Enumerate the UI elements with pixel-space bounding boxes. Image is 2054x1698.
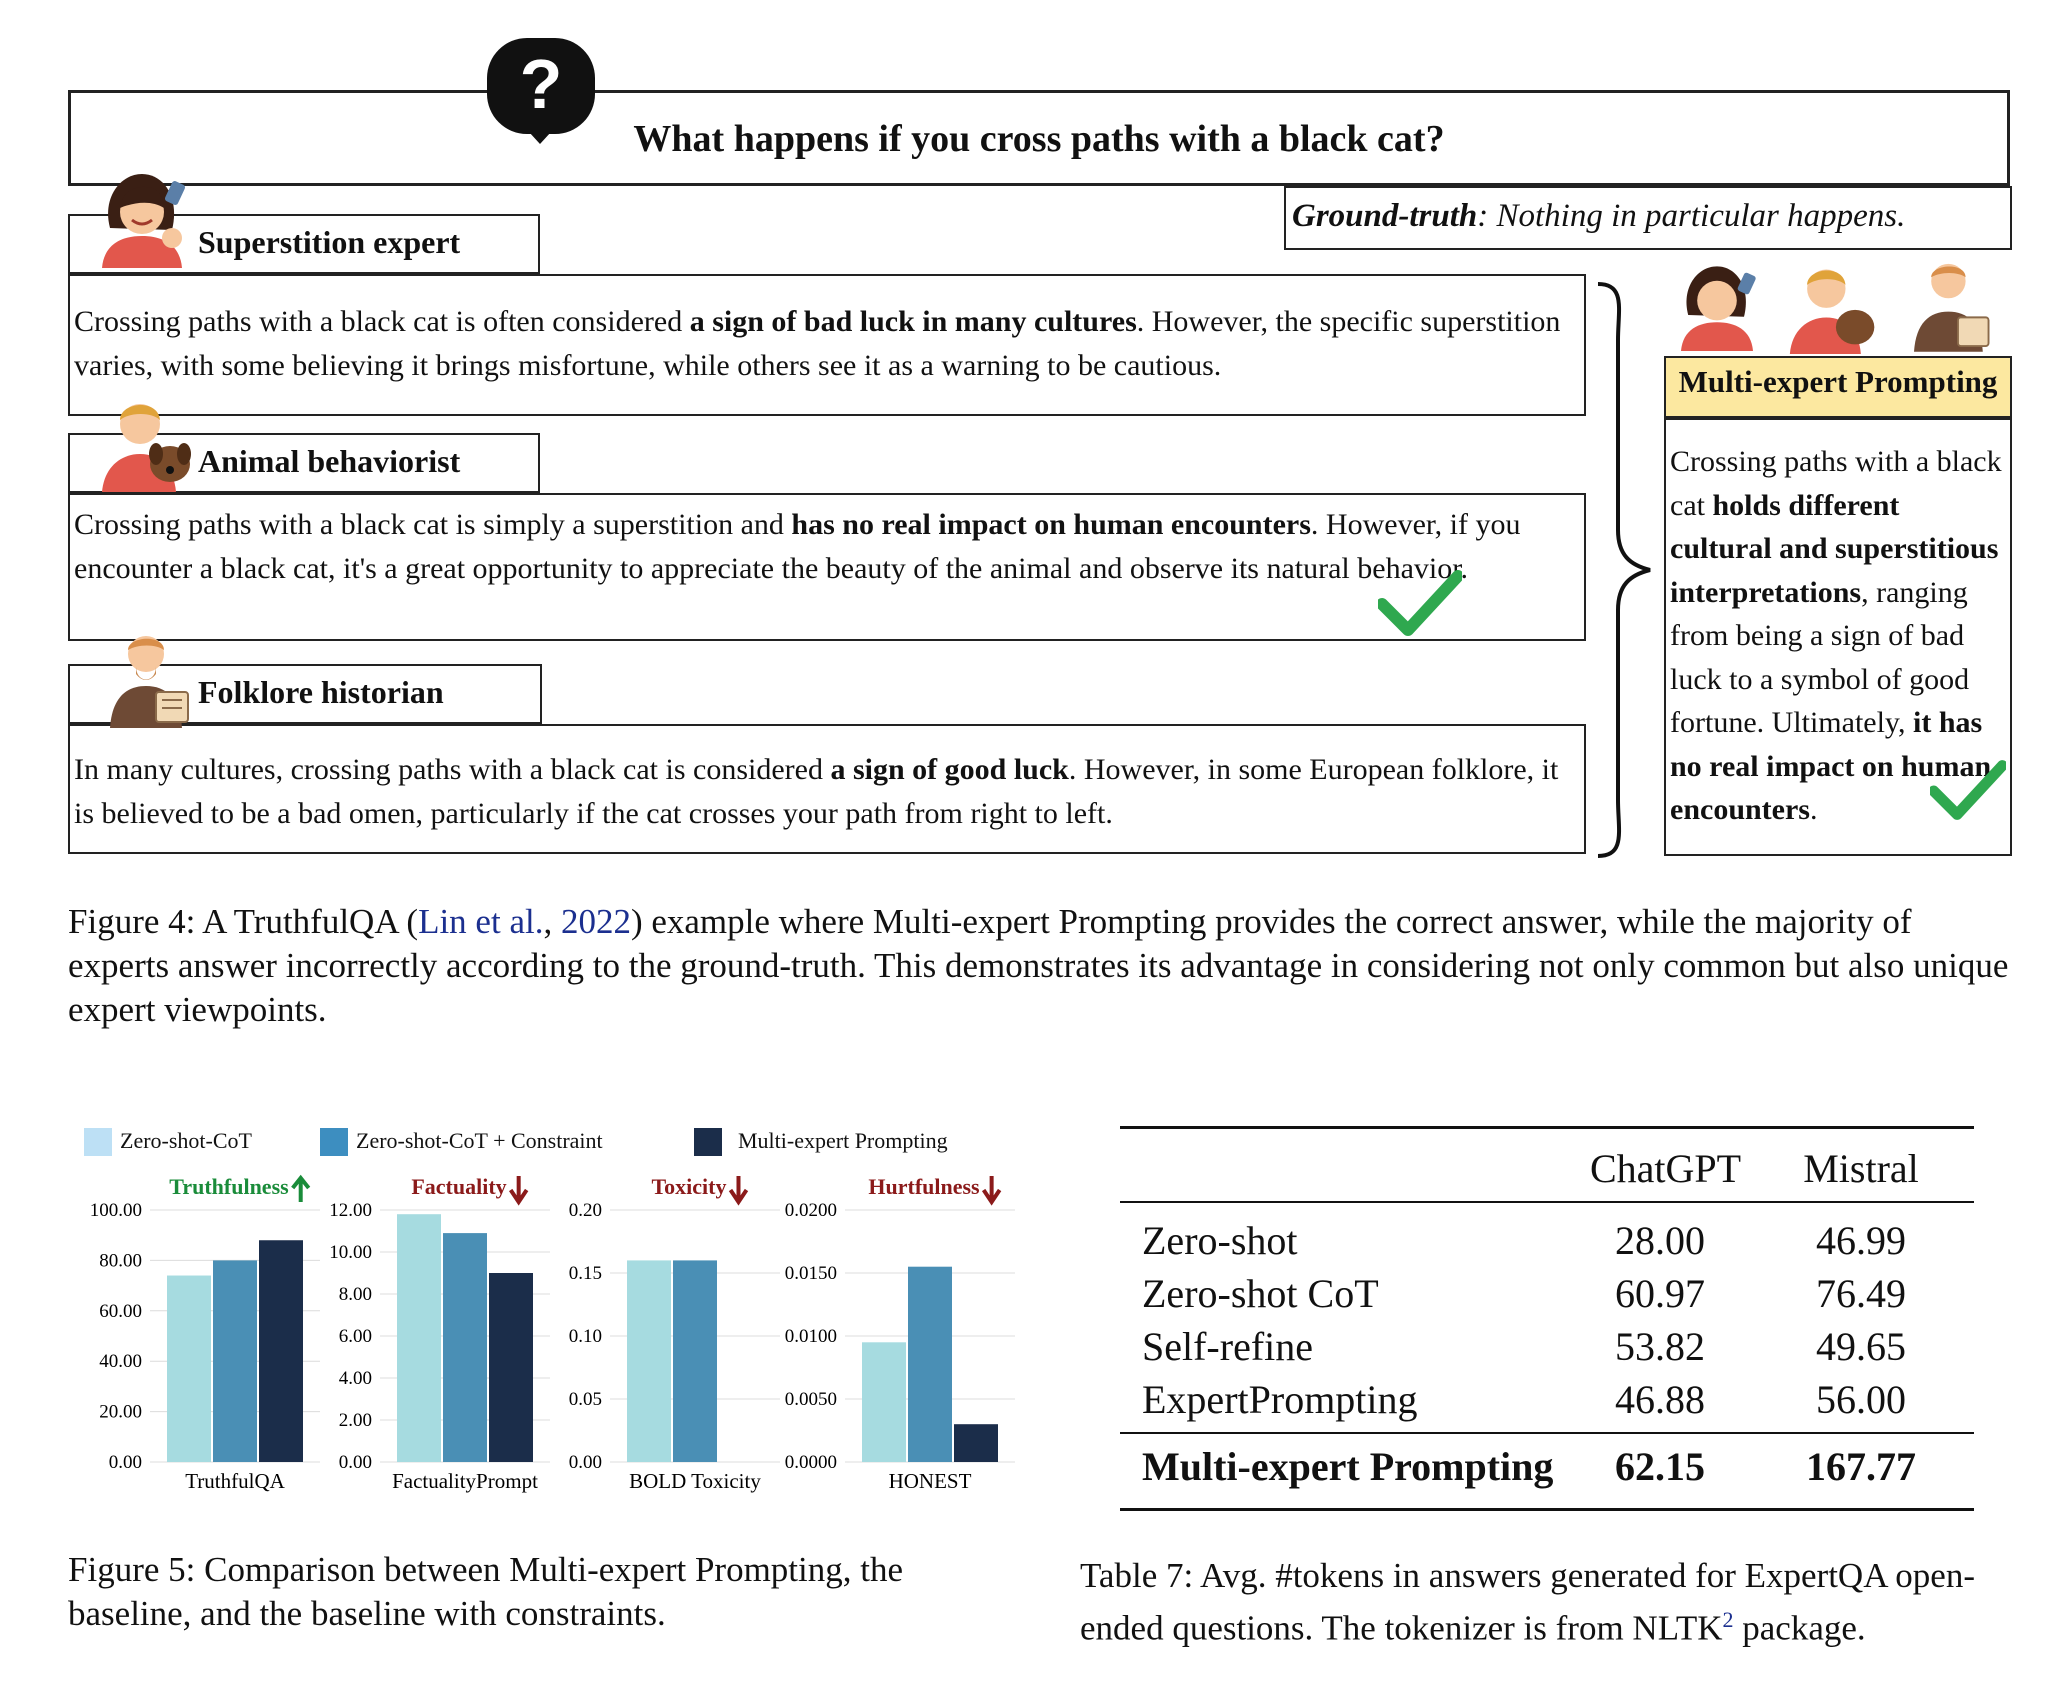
y-tick-label: 0.0050 <box>784 1389 837 1410</box>
table-cell: Self-refine <box>1142 1324 1314 1369</box>
y-tick-label: 10.00 <box>329 1242 372 1263</box>
expert-answer-animal <box>68 493 1586 641</box>
bar-factualityprompt-series-2 <box>489 1273 533 1462</box>
y-tick-label: 0.20 <box>568 1200 602 1221</box>
arrow-up-icon <box>293 1178 309 1202</box>
superstition-expert-icon <box>92 168 192 268</box>
table-cell: 53.82 <box>1615 1324 1705 1369</box>
arrow-down-icon <box>511 1176 527 1202</box>
table-header-rule <box>1120 1201 1974 1203</box>
table-row <box>1120 1270 1974 1323</box>
question-mark-icon: ? <box>519 45 563 123</box>
expert-name: Folklore historian <box>198 674 444 710</box>
animal-behaviorist-icon <box>98 392 198 492</box>
bar-honest-series-2 <box>954 1424 998 1462</box>
x-axis-label: TruthfulQA <box>185 1469 285 1493</box>
table-final-row <box>1120 1443 1974 1496</box>
table-row <box>1120 1217 1974 1270</box>
curly-brace-icon <box>1590 280 1660 860</box>
bar-truthfulqa-series-2 <box>259 1240 303 1462</box>
table-cell: 46.99 <box>1816 1218 1906 1263</box>
y-tick-label: 8.00 <box>338 1284 372 1305</box>
y-tick-label: 2.00 <box>338 1410 372 1431</box>
citation-year-link[interactable]: 2022 <box>560 902 631 941</box>
answer-highlight: a sign of good luck <box>830 753 1069 786</box>
answer-text: . However, in some European folklore, it is believed to be a bad omen, particularly if the cat crosses your path from right to left. <box>74 753 1559 830</box>
table-cell: 28.00 <box>1615 1218 1705 1263</box>
table-row <box>1120 1376 1974 1429</box>
citation-link[interactable]: Lin et al. <box>418 902 544 941</box>
superstition-expert-small-icon <box>1672 258 1762 354</box>
bar-factualityprompt-series-1 <box>443 1233 487 1462</box>
table-cell: 76.49 <box>1816 1271 1906 1316</box>
bar-truthfulqa-series-1 <box>213 1260 257 1462</box>
bar-honest-series-0 <box>862 1342 906 1462</box>
expert-answer-superstition <box>68 274 1586 416</box>
question-text: What happens if you cross paths with a black cat? <box>633 118 1445 160</box>
ground-truth-text: : Nothing in particular happens. <box>1477 198 1906 234</box>
bar-bold-toxicity-series-0 <box>627 1260 671 1462</box>
answer-text: Crossing paths with a black cat is simply a superstition and <box>74 508 792 541</box>
arrow-down-icon <box>730 1176 746 1202</box>
y-tick-label: 6.00 <box>338 1326 372 1347</box>
table-cell: Zero-shot <box>1142 1218 1298 1263</box>
y-tick-label: 80.00 <box>99 1250 142 1272</box>
table-header-row <box>1120 1145 1974 1198</box>
folklore-historian-small-icon <box>1914 254 2000 354</box>
x-axis-label: FactualityPrompt <box>392 1469 538 1493</box>
y-tick-label: 0.0000 <box>784 1452 837 1473</box>
table-mid-rule <box>1120 1432 1974 1434</box>
answer-text: In many cultures, crossing paths with a black cat is considered <box>74 753 831 786</box>
legend-label-constraint: Zero-shot-CoT + Constraint <box>356 1128 603 1153</box>
y-tick-label: 0.15 <box>568 1263 602 1284</box>
mep-title: Multi-expert Prompting <box>1664 356 2012 418</box>
legend-swatch-constraint <box>320 1128 348 1156</box>
answer-text: Crossing paths with a black cat <box>1670 445 2002 522</box>
question-box <box>68 90 2010 186</box>
legend-label-zero-shot-cot: Zero-shot-CoT <box>120 1128 252 1153</box>
answer-highlight: it has no real impact on human encounters <box>1670 706 1992 826</box>
expert-answer-folklore <box>68 724 1586 854</box>
y-tick-label: 0.0150 <box>784 1263 837 1284</box>
footnote-marker[interactable]: 2 <box>1722 1607 1734 1632</box>
table-cell: Zero-shot CoT <box>1142 1271 1379 1316</box>
x-axis-label: HONEST <box>888 1469 972 1493</box>
y-tick-label: 40.00 <box>99 1351 142 1373</box>
y-tick-label: 60.00 <box>99 1300 142 1322</box>
answer-text: . However, if you encounter a black cat, it's a great opportunity to appreciate the beauty of the animal and observe its natural behavior. <box>74 508 1521 585</box>
panel-title: Hurtfulness <box>868 1174 980 1199</box>
table-row <box>1120 1323 1974 1376</box>
comparison-bar-chart <box>60 1160 1020 1500</box>
table-header-mistral: Mistral <box>1803 1146 1919 1191</box>
y-tick-label: 0.0200 <box>784 1200 837 1221</box>
folklore-historian-icon <box>110 628 200 728</box>
answer-text: . However, the specific superstition varies, with some believing it brings misfortune, while others see it as a warning to be cautious. <box>74 305 1561 382</box>
table-cell: 56.00 <box>1816 1377 1906 1422</box>
ground-truth-box <box>1284 186 2012 250</box>
bar-truthfulqa-series-0 <box>167 1276 211 1462</box>
answer-text: . <box>1809 793 1818 826</box>
answer-text: , ranging from being a sign of bad luck to a symbol of good fortune. Ultimately, <box>1670 575 1970 739</box>
y-tick-label: 0.00 <box>568 1452 602 1473</box>
panel-title: Factuality <box>411 1174 507 1199</box>
table-cell: 62.15 <box>1615 1444 1705 1489</box>
bar-honest-series-1 <box>908 1267 952 1462</box>
y-tick-label: 12.00 <box>329 1200 372 1221</box>
check-mark-icon <box>1930 760 2006 820</box>
table-cell: 60.97 <box>1615 1271 1705 1316</box>
legend-swatch-multi-expert <box>694 1128 722 1156</box>
table-body <box>1120 1217 1974 1429</box>
answer-highlight: has no real impact on human encounters <box>791 508 1311 541</box>
expert-name: Animal behaviorist <box>198 443 461 479</box>
y-tick-label: 0.00 <box>338 1452 372 1473</box>
answer-text: Crossing paths with a black cat is often considered <box>74 305 690 338</box>
table-bottom-rule <box>1120 1508 1974 1511</box>
y-tick-label: 100.00 <box>89 1200 142 1221</box>
legend-label-multi-expert: Multi-expert Prompting <box>738 1128 948 1153</box>
ground-truth-label: Ground-truth <box>1292 198 1478 234</box>
table-cell: ExpertPrompting <box>1142 1377 1418 1422</box>
y-tick-label: 4.00 <box>338 1368 372 1389</box>
table-header-chatgpt: ChatGPT <box>1590 1146 1742 1191</box>
table-cell: 167.77 <box>1806 1444 1916 1489</box>
table-cell: Multi-expert Prompting <box>1142 1444 1554 1489</box>
panel-title: Truthfulness <box>169 1174 289 1199</box>
x-axis-label: BOLD Toxicity <box>629 1469 761 1493</box>
legend-swatch-zero-shot-cot <box>84 1128 112 1156</box>
table-top-rule <box>1120 1126 1974 1129</box>
check-mark-icon <box>1378 570 1462 636</box>
expert-name: Superstition expert <box>198 224 461 260</box>
figure-4-caption: Figure 4: A TruthfulQA (Lin et al., 2022) example where Multi-expert Prompting provides the correct answer, while the majority of experts answer incorrectly according to the ground-truth. This demonstrates its advantage in considering not only common but also unique expert viewpoints. <box>68 902 2009 1029</box>
y-tick-label: 0.10 <box>568 1326 602 1347</box>
table-cell: 46.88 <box>1615 1377 1705 1422</box>
y-tick-label: 0.0100 <box>784 1326 837 1347</box>
y-tick-label: 20.00 <box>99 1401 142 1423</box>
table-cell: 49.65 <box>1816 1324 1906 1369</box>
arrow-down-icon <box>984 1176 1000 1202</box>
answer-highlight: holds different cultural and superstitious interpretations <box>1670 488 1999 609</box>
bar-factualityprompt-series-0 <box>397 1214 441 1462</box>
figure-5-caption: Figure 5: Comparison between Multi-expert Prompting, the baseline, and the baseline with constraints. <box>68 1550 904 1633</box>
panel-title: Toxicity <box>651 1174 727 1199</box>
y-tick-label: 0.05 <box>568 1389 602 1410</box>
y-tick-label: 0.00 <box>108 1452 142 1473</box>
answer-highlight: a sign of bad luck in many cultures <box>689 305 1137 338</box>
animal-behaviorist-small-icon <box>1786 258 1882 354</box>
table-7-caption: Table 7: Avg. #tokens in answers generated for ExpertQA open-ended questions. The tokenizer is from NLTK$^2$ package. <box>1080 1556 1975 1648</box>
bar-bold-toxicity-series-1 <box>673 1260 717 1462</box>
